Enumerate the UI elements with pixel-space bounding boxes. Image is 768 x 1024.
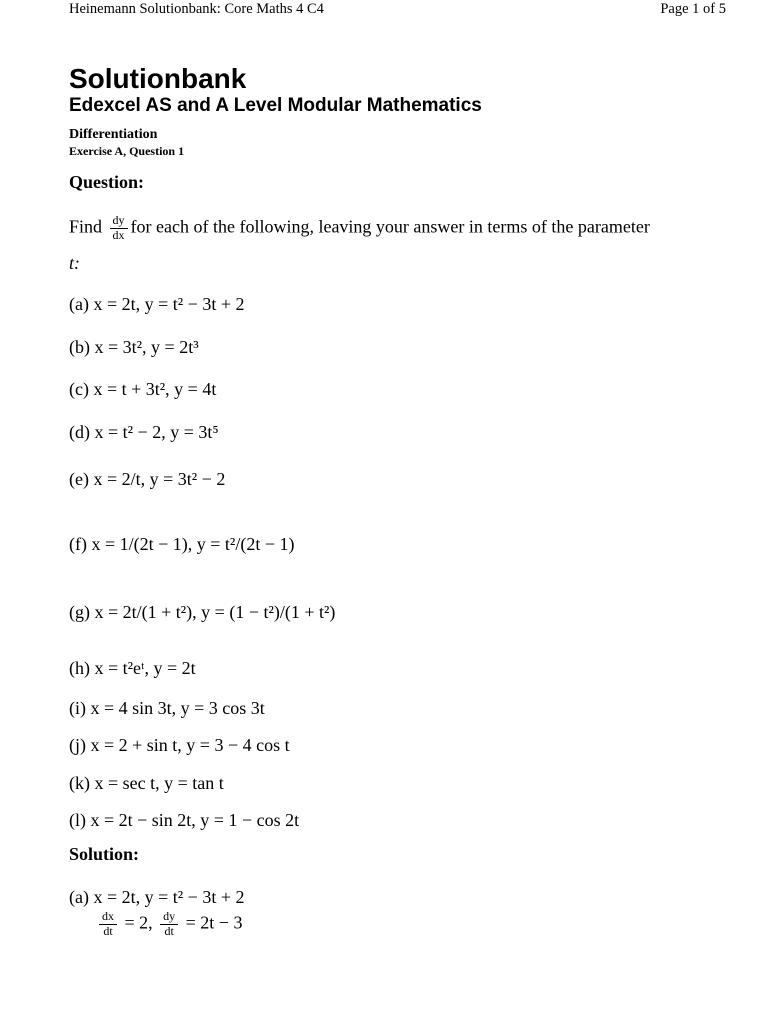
solution-heading: Solution: — [69, 844, 140, 864]
question-item-text: (b) x = 3t², y = 2t³ — [69, 337, 199, 357]
dx-numerator: dx — [99, 910, 117, 925]
solution-derivatives — [96, 910, 242, 939]
question-item-text: (f) x = 1/(2t − 1), y = t²/(2t − 1) — [69, 534, 295, 554]
dx-denominator: dx — [112, 227, 125, 242]
question-item-i — [69, 697, 265, 719]
question-item-j — [69, 734, 290, 756]
instruction-line — [69, 214, 650, 243]
subtitle: Edexcel AS and A Level Modular Mathematics — [69, 95, 482, 116]
page-header-title: Heinemann Solutionbank: Core Maths 4 C4 — [69, 1, 324, 17]
dy-numerator: dy — [160, 910, 178, 925]
find-word: Find — [69, 216, 103, 237]
question-item-text: (i) x = 4 sin 3t, y = 3 cos 3t — [69, 698, 265, 718]
dx-dt-value: = 2, — [124, 912, 153, 933]
topic-title: Differentiation — [69, 127, 158, 142]
solution-line-a: (a) x = 2t, y = t² − 3t + 2 — [69, 887, 245, 907]
question-item-f — [69, 533, 294, 555]
question-item-d — [69, 421, 219, 443]
question-heading: Question: — [69, 172, 145, 192]
question-item-text: (j) x = 2 + sin t, y = 3 − 4 cos t — [69, 735, 290, 755]
dx-dt-fraction — [99, 910, 117, 939]
question-item-b — [69, 336, 199, 358]
question-item-g — [69, 601, 335, 623]
dy-dt-fraction — [160, 910, 178, 939]
instruction-text: for each of the following, leaving your answer in terms of the parameter — [130, 216, 650, 237]
parameter-label: t: — [69, 253, 80, 273]
question-item-c — [69, 378, 216, 400]
question-item-text: (a) x = 2t, y = t² − 3t + 2 — [69, 294, 245, 314]
question-item-h — [69, 657, 196, 679]
question-item-text: (g) x = 2t/(1 + t²), y = (1 − t²)/(1 + t²) — [69, 602, 336, 622]
question-item-text: (e) x = 2/t, y = 3t² − 2 — [69, 469, 226, 489]
question-item-k — [69, 772, 224, 794]
question-item-text: (l) x = 2t − sin 2t, y = 1 − cos 2t — [69, 810, 300, 830]
brand-title: Solutionbank — [69, 63, 247, 94]
question-item-l — [69, 809, 299, 831]
question-item-text: (k) x = sec t, y = tan t — [69, 773, 224, 793]
dy-dt-value: = 2t − 3 — [185, 912, 243, 933]
dy-numerator: dy — [110, 214, 128, 229]
question-item-text: (d) x = t² − 2, y = 3t⁵ — [69, 422, 219, 442]
exercise-label: Exercise A, Question 1 — [69, 144, 185, 158]
parameter-line — [69, 252, 80, 274]
question-item-text: (h) x = t²eᵗ, y = 2t — [69, 658, 196, 678]
question-item-a — [69, 293, 244, 315]
dt-denominator: dt — [164, 923, 174, 938]
question-item-text: (c) x = t + 3t², y = 4t — [69, 379, 217, 399]
dy-dx-fraction — [110, 214, 128, 243]
page-number: Page 1 of 5 — [660, 1, 726, 17]
question-item-e — [69, 468, 225, 490]
dt-denominator: dt — [103, 923, 113, 938]
